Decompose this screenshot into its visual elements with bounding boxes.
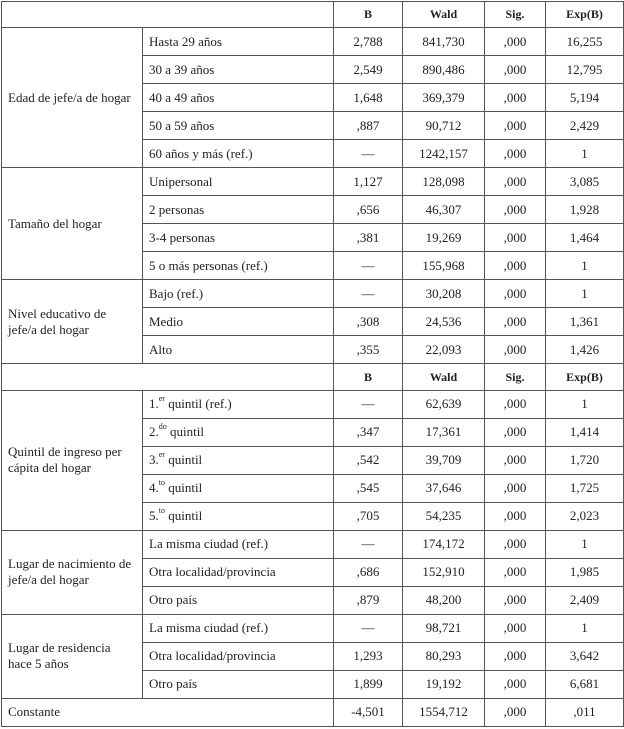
cell-sig: ,000 <box>485 308 546 336</box>
cell-exp-b: 1 <box>546 530 624 558</box>
table-row <box>2 530 624 558</box>
row-label-text: quintil (ref.) <box>164 396 232 412</box>
header-empty-cell <box>2 2 334 28</box>
cell-b: ,381 <box>334 224 403 252</box>
cell-b: 1,127 <box>334 168 403 196</box>
cell-exp-b: 1 <box>546 614 624 642</box>
cell-sig: ,000 <box>485 418 546 446</box>
cell-exp-b: 2,409 <box>546 586 624 614</box>
cell-wald: 24,536 <box>403 308 485 336</box>
cell-wald: 39,709 <box>403 446 485 474</box>
cell-sig: ,000 <box>485 84 546 112</box>
cell-sig: ,000 <box>485 390 546 418</box>
cell-b: -4,501 <box>334 698 403 726</box>
row-label: 3-4 personas <box>143 224 334 252</box>
cell-exp-b: 1 <box>546 140 624 168</box>
cell-b: ,545 <box>334 474 403 502</box>
cell-sig: ,000 <box>485 280 546 308</box>
cell-exp-b: 1,464 <box>546 224 624 252</box>
cell-b: — <box>334 280 403 308</box>
column-header-b: B <box>334 2 403 28</box>
cell-wald: 841,730 <box>403 28 485 56</box>
cell-exp-b: 1,720 <box>546 446 624 474</box>
cell-wald: 62,639 <box>403 390 485 418</box>
group-label: Lugar de residencia hace 5 años <box>2 614 143 698</box>
row-label: Unipersonal <box>143 168 334 196</box>
cell-sig: ,000 <box>485 446 546 474</box>
cell-exp-b: 1 <box>546 280 624 308</box>
cell-sig: ,000 <box>485 112 546 140</box>
group-label: Edad de jefe/a de hogar <box>2 28 143 168</box>
ordinal-suffix: to <box>158 506 165 516</box>
constant-label: Constante <box>2 698 334 726</box>
cell-wald: 17,361 <box>403 418 485 446</box>
column-header-b: B <box>334 364 403 390</box>
cell-wald: 128,098 <box>403 168 485 196</box>
cell-b: 1,293 <box>334 642 403 670</box>
cell-b: — <box>334 252 403 280</box>
cell-wald: 46,307 <box>403 196 485 224</box>
cell-wald: 98,721 <box>403 614 485 642</box>
row-label-number: 3. <box>149 452 159 468</box>
cell-sig: ,000 <box>485 196 546 224</box>
cell-b: 1,648 <box>334 84 403 112</box>
cell-wald: 37,646 <box>403 474 485 502</box>
row-label-number: 4. <box>149 480 159 496</box>
cell-wald: 90,712 <box>403 112 485 140</box>
cell-b: ,705 <box>334 502 403 530</box>
cell-sig: ,000 <box>485 252 546 280</box>
column-header-sig: Sig. <box>485 364 546 390</box>
cell-b: 1,899 <box>334 670 403 698</box>
column-header-wald: Wald <box>403 2 485 28</box>
cell-exp-b: 1,361 <box>546 308 624 336</box>
cell-exp-b: 6,681 <box>546 670 624 698</box>
row-label-number: 1. <box>149 396 159 412</box>
cell-sig: ,000 <box>485 558 546 586</box>
cell-exp-b: ,011 <box>546 698 624 726</box>
column-header-exp-b: Exp(B) <box>546 2 624 28</box>
row-label: 40 a 49 años <box>143 84 334 112</box>
header-row <box>2 364 624 390</box>
table-row <box>2 28 624 56</box>
cell-sig: ,000 <box>485 642 546 670</box>
cell-b: ,887 <box>334 112 403 140</box>
cell-exp-b: 3,642 <box>546 642 624 670</box>
cell-wald: 152,910 <box>403 558 485 586</box>
cell-sig: ,000 <box>485 336 546 364</box>
cell-sig: ,000 <box>485 614 546 642</box>
row-label: Otra localidad/provincia <box>143 558 334 586</box>
cell-b: ,355 <box>334 336 403 364</box>
column-header-wald: Wald <box>403 364 485 390</box>
cell-b: ,308 <box>334 308 403 336</box>
ordinal-suffix: er <box>158 394 165 404</box>
cell-sig: ,000 <box>485 28 546 56</box>
column-header-exp-b: Exp(B) <box>546 364 624 390</box>
cell-wald: 1242,157 <box>403 140 485 168</box>
row-label-number: 5. <box>149 508 159 524</box>
ordinal-suffix: do <box>158 422 167 432</box>
constant-row <box>2 698 624 726</box>
cell-exp-b: 3,085 <box>546 168 624 196</box>
group-label: Lugar de nacimiento de jefe/a del hogar <box>2 530 143 614</box>
row-label: Otro país <box>143 670 334 698</box>
group-label: Quintil de ingreso per cápita del hogar <box>2 390 143 530</box>
cell-b: 2,788 <box>334 28 403 56</box>
row-label: 5 o más personas (ref.) <box>143 252 334 280</box>
cell-wald: 174,172 <box>403 530 485 558</box>
header-empty-cell <box>2 364 334 390</box>
row-label: Otra localidad/provincia <box>143 642 334 670</box>
column-header-sig: Sig. <box>485 2 546 28</box>
table-row <box>2 168 624 196</box>
cell-exp-b: 1 <box>546 390 624 418</box>
cell-b: ,656 <box>334 196 403 224</box>
logistic-regression-table <box>1 1 624 727</box>
table-row <box>2 390 624 418</box>
row-label: La misma ciudad (ref.) <box>143 614 334 642</box>
cell-exp-b: 12,795 <box>546 56 624 84</box>
row-label: Alto <box>143 336 334 364</box>
row-label: 50 a 59 años <box>143 112 334 140</box>
ordinal-suffix: to <box>158 478 165 488</box>
cell-wald: 22,093 <box>403 336 485 364</box>
cell-b: ,347 <box>334 418 403 446</box>
cell-exp-b: 1 <box>546 252 624 280</box>
cell-sig: ,000 <box>485 474 546 502</box>
cell-exp-b: 2,429 <box>546 112 624 140</box>
row-label-text: quintil <box>164 508 203 524</box>
row-label <box>143 390 334 418</box>
cell-sig: ,000 <box>485 502 546 530</box>
cell-exp-b: 1,725 <box>546 474 624 502</box>
cell-wald: 80,293 <box>403 642 485 670</box>
row-label: Otro país <box>143 586 334 614</box>
cell-exp-b: 1,928 <box>546 196 624 224</box>
ordinal-suffix: er <box>158 450 165 460</box>
cell-exp-b: 5,194 <box>546 84 624 112</box>
header-row <box>2 2 624 28</box>
cell-sig: ,000 <box>485 698 546 726</box>
cell-sig: ,000 <box>485 140 546 168</box>
cell-wald: 19,269 <box>403 224 485 252</box>
cell-sig: ,000 <box>485 530 546 558</box>
cell-wald: 48,200 <box>403 586 485 614</box>
cell-sig: ,000 <box>485 224 546 252</box>
row-label: Hasta 29 años <box>143 28 334 56</box>
row-label: 30 a 39 años <box>143 56 334 84</box>
group-label: Nivel educativo de jefe/a del hogar <box>2 280 143 364</box>
row-label: Medio <box>143 308 334 336</box>
row-label: 60 años y más (ref.) <box>143 140 334 168</box>
cell-sig: ,000 <box>485 168 546 196</box>
cell-sig: ,000 <box>485 56 546 84</box>
cell-wald: 19,192 <box>403 670 485 698</box>
table-body <box>2 2 624 727</box>
table-row <box>2 280 624 308</box>
row-label <box>143 418 334 446</box>
cell-b: — <box>334 140 403 168</box>
cell-wald: 890,486 <box>403 56 485 84</box>
row-label <box>143 474 334 502</box>
cell-sig: ,000 <box>485 586 546 614</box>
cell-exp-b: 16,255 <box>546 28 624 56</box>
row-label-number: 2. <box>149 424 159 440</box>
cell-exp-b: 1,426 <box>546 336 624 364</box>
row-label-text: quintil <box>164 452 203 468</box>
cell-b: — <box>334 390 403 418</box>
cell-b: 2,549 <box>334 56 403 84</box>
cell-b: ,686 <box>334 558 403 586</box>
cell-wald: 155,968 <box>403 252 485 280</box>
row-label: 2 personas <box>143 196 334 224</box>
cell-sig: ,000 <box>485 670 546 698</box>
table-row <box>2 614 624 642</box>
row-label-text: quintil <box>166 424 204 440</box>
cell-wald: 1554,712 <box>403 698 485 726</box>
cell-wald: 54,235 <box>403 502 485 530</box>
cell-exp-b: 1,985 <box>546 558 624 586</box>
cell-exp-b: 1,414 <box>546 418 624 446</box>
cell-wald: 369,379 <box>403 84 485 112</box>
row-label: Bajo (ref.) <box>143 280 334 308</box>
cell-exp-b: 2,023 <box>546 502 624 530</box>
row-label-text: quintil <box>164 480 203 496</box>
row-label: La misma ciudad (ref.) <box>143 530 334 558</box>
cell-wald: 30,208 <box>403 280 485 308</box>
cell-b: — <box>334 530 403 558</box>
row-label <box>143 446 334 474</box>
row-label <box>143 502 334 530</box>
group-label: Tamaño del hogar <box>2 168 143 280</box>
cell-b: — <box>334 614 403 642</box>
cell-b: ,879 <box>334 586 403 614</box>
cell-b: ,542 <box>334 446 403 474</box>
